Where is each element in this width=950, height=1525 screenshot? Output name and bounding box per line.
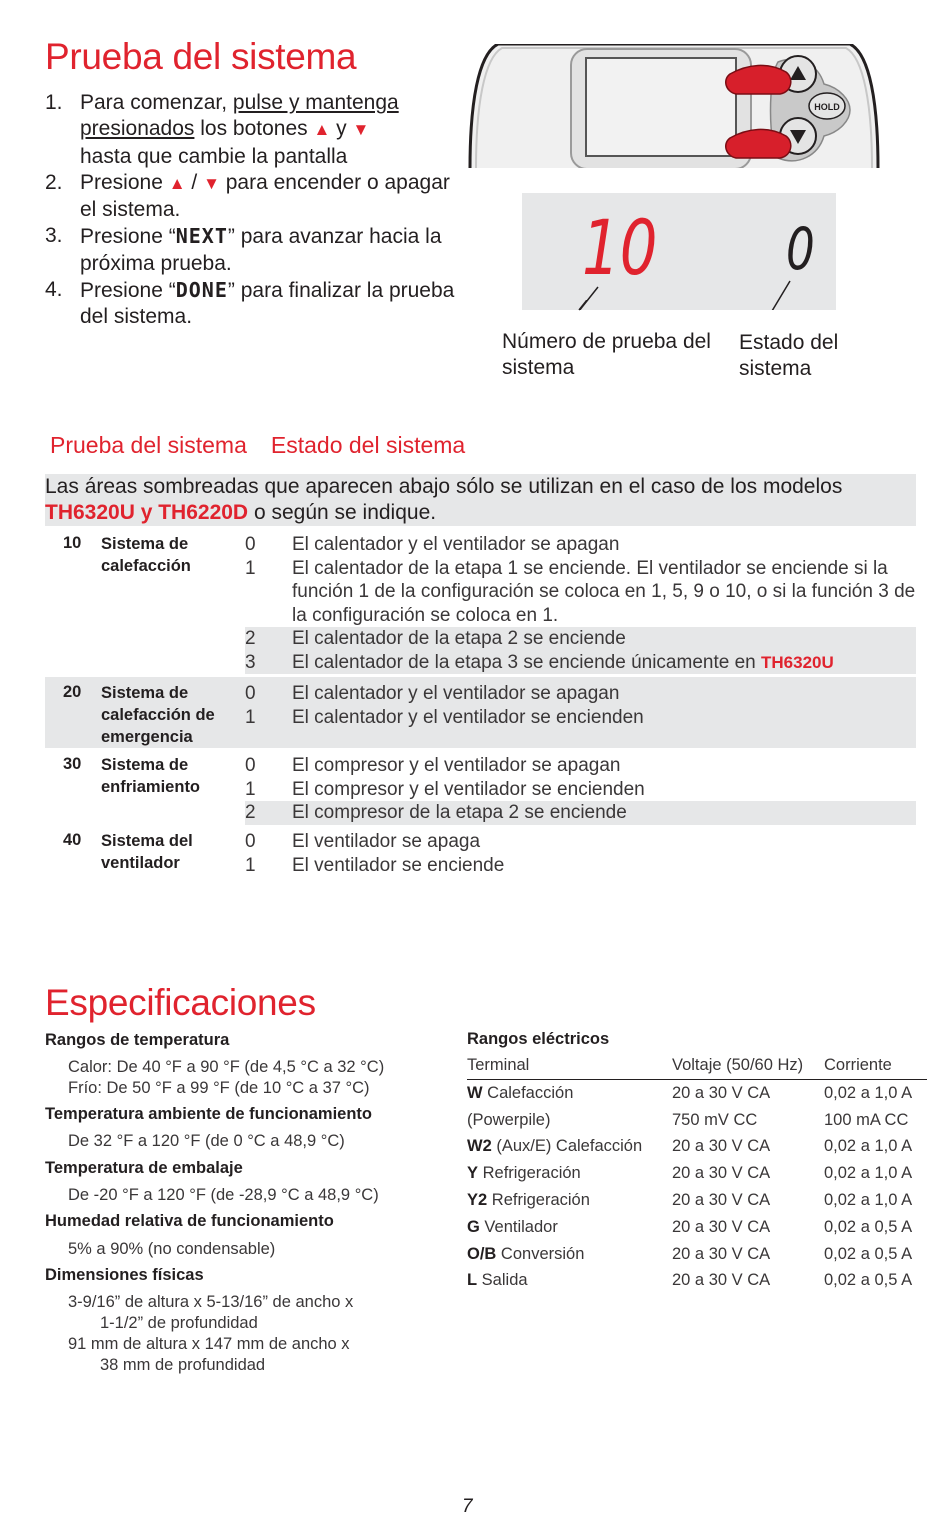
electrical-row: L Salida 20 a 30 V CA 0,02 a 0,5 A [467, 1271, 913, 1290]
callout-system-status: Estado del sistema [739, 331, 839, 380]
spec-dimensions-metric-cont: 38 mm de profundidad [100, 1356, 266, 1374]
step-3: 3. Presione “NEXT” para avanzar hacia la próxima prueba. [45, 224, 442, 275]
col-header-test: Prueba del sistema [50, 432, 247, 458]
electrical-row: W Calefacción 20 a 30 V CA 0,02 a 1,0 A [467, 1083, 913, 1102]
callout-test-number: Número de prueba del sistema [502, 330, 711, 379]
electrical-ratings [467, 1030, 927, 1294]
hold-button-label: HOLD [814, 102, 840, 112]
electrical-row: O/B Conversión 20 a 30 V CA 0,02 a 0,5 A [467, 1244, 913, 1263]
thermostat-illustration [468, 44, 880, 168]
table-row: 2 El calentador de la etapa 2 se enciende [245, 627, 916, 651]
spec-heading-electrical: Rangos eléctricos [467, 1030, 610, 1048]
table-row: 0 El calentador y el ventilador se apagan [245, 683, 620, 704]
up-arrow-icon: ▲ [313, 120, 331, 140]
spec-heading-shipping-temp: Temperatura de embalaje [45, 1159, 243, 1177]
spec-heading-temp-ranges: Rangos de temperatura [45, 1031, 230, 1049]
display-status: 0 [786, 215, 815, 283]
lcd-display [522, 193, 836, 310]
electrical-row: W2 (Aux/E) Calefacción 20 a 30 V CA 0,02 a 1,0 A [467, 1137, 913, 1156]
spec-cool-range: Frío: De 50 °F a 99 °F (de 10 °C a 37 °C) [68, 1079, 370, 1097]
down-arrow-icon: ▼ [203, 173, 220, 193]
shading-note: Las áreas sombreadas que aparecen abajo sólo se utilizan en el caso de los modelos TH6320U y TH6220D o según se indique. [45, 474, 916, 526]
table-row: 1 El ventilador se enciende [245, 854, 505, 876]
table-row: 1 El calentador de la etapa 1 se enciende. El ventilador se enciende si la función 1 de la configuración se coloca en 1, 5, 9 o 10, o si la función 3 de la configuración se coloca en 1. [245, 557, 916, 626]
display-test-number: 10 [582, 203, 658, 292]
electrical-row: (Powerpile) 750 mV CC 100 mA CC [467, 1110, 909, 1129]
spec-humidity: 5% a 90% (no condensable) [68, 1240, 276, 1258]
step-4: 4. Presione “DONE” para finalizar la prueba del sistema. [45, 278, 455, 329]
instruction-steps [45, 90, 455, 331]
table-row: 0 El calentador y el ventilador se apagan [245, 534, 620, 555]
electrical-row: Y Refrigeración 20 a 30 V CA 0,02 a 1,0 A [467, 1164, 913, 1183]
table-group-30: 30 Sistema de enfriamiento 0 El compresor y el ventilador se apagan 1 El compresor y el ventilador se encienden 2 El compresor de la etapa 2 se enciende [45, 754, 916, 826]
electrical-row: Y2 Refrigeración 20 a 30 V CA 0,02 a 1,0 A [467, 1191, 913, 1210]
col-header-status: Estado del sistema [270, 432, 466, 458]
table-row: 2 El compresor de la etapa 2 se enciende [245, 801, 916, 825]
table-group-40: 40 Sistema del ventilador 0 El ventilador se apaga 1 El ventilador se enciende [45, 830, 916, 880]
table-row: 0 El ventilador se apaga [245, 831, 481, 852]
table-row: 3 El calentador de la etapa 3 se enciende únicamente en TH6320U [245, 651, 916, 675]
done-key-label: DONE [175, 278, 228, 303]
electrical-column-headers: Terminal Voltaje (50/60 Hz) Corriente [467, 1056, 927, 1080]
section-title-system-test: Prueba del sistema [45, 36, 357, 77]
page-number: 7 [462, 1496, 473, 1517]
spec-dimensions-imperial: 3-9/16” de altura x 5-13/16” de ancho x [68, 1293, 354, 1311]
table-group-10: 10 Sistema de calefacción 0 El calentador y el ventilador se apagan 1 El calentador de la etapa 1 se enciende. El ventilador se enciende si la función 1 de la configuración se coloca en 1, 5, 9 o 10, o si la función 3 de la configuración se coloca en 1. 2 El calentador de la etapa 2 se enciende 3 El calentador de la etapa 3 se enciende únicamente en TH6320U [63, 534, 916, 673]
note-models: TH6320U y TH6220D [45, 501, 249, 524]
step-2: 2. Presione ▲ / ▼ para encender o apagar el sistema. [45, 170, 450, 222]
table-group-20: 20 Sistema de calefacción de emergencia 0 El calentador y el ventilador se apagan 1 El calentador y el ventilador se encienden [45, 677, 916, 748]
spec-heading-dimensions: Dimensiones físicas [45, 1266, 204, 1284]
spec-dimensions-metric: 91 mm de altura x 147 mm de ancho x [68, 1335, 350, 1353]
table-header [50, 432, 465, 459]
spec-dimensions-imperial-cont: 1-1/2” de profundidad [100, 1314, 258, 1332]
spec-heat-range: Calor: De 40 °F a 90 °F (de 4,5 °C a 32 °C) [68, 1058, 385, 1076]
down-arrow-icon: ▼ [352, 120, 370, 140]
spec-operating-temp: De 32 °F a 120 °F (de 0 °C a 48,9 °C) [68, 1132, 345, 1150]
step-1: 1. Para comenzar, pulse y mantenga presionados los botones ▲ y ▼ hasta que cambie la pantalla [45, 91, 399, 168]
spec-heading-humidity: Humedad relativa de funcionamiento [45, 1212, 334, 1230]
spec-heading-operating-temp: Temperatura ambiente de funcionamiento [45, 1105, 373, 1123]
spec-shipping-temp: De -20 °F a 120 °F (de -28,9 °C a 48,9 °C) [68, 1186, 379, 1204]
up-arrow-icon: ▲ [168, 173, 186, 193]
section-title-specifications: Especificaciones [45, 982, 316, 1023]
next-key-label: NEXT [175, 224, 228, 249]
table-row: 1 El compresor y el ventilador se encienden [245, 778, 645, 800]
table-row: 0 El compresor y el ventilador se apagan [245, 755, 621, 776]
electrical-row: G Ventilador 20 a 30 V CA 0,02 a 0,5 A [467, 1217, 913, 1236]
table-row: 1 El calentador y el ventilador se encienden [245, 706, 644, 728]
